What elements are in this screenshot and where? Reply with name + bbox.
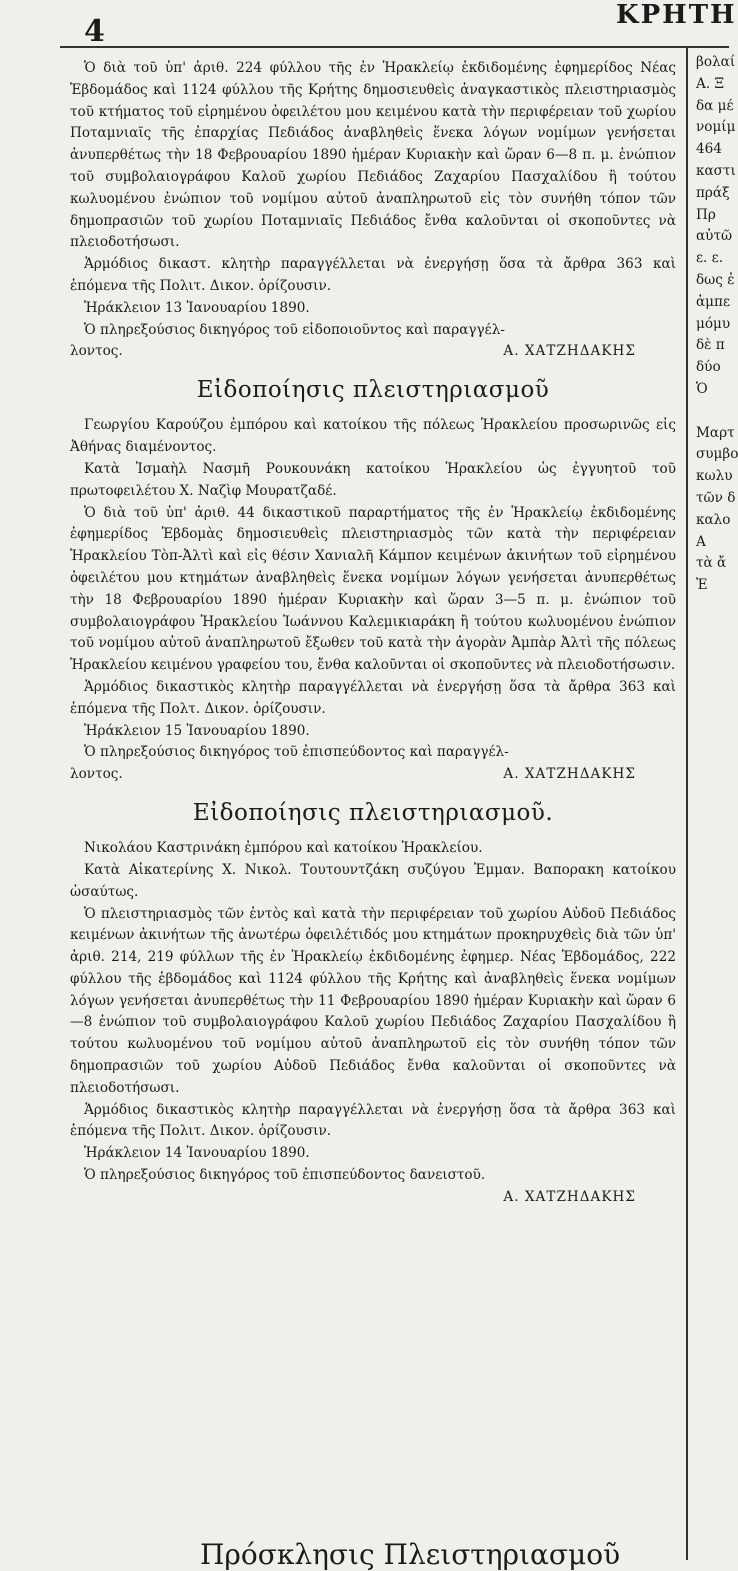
side-fragment: τῶν δ — [696, 489, 736, 506]
notice-3-body: Ὁ πλειστηριασμὸς τῶν ἐντὸς καὶ κατὰ τὴν περιφέρειαν τοῦ χωρίου Αὐδοῦ Πεδιάδος κειμένων ἀκινήτων τῆς ἀνωτέρω ὀφειλέτιδός μου κτημάτων προκηρυχθεὶς διὰ τῶν ὑπ' ἀριθ. 214, 219 φύλλων τῆς ἐν Ἡρακλείῳ ἐκδιδομένης ἐφημερ. Νέας Ἑβδομάδος, 222 φύλλου τῆς ἑβδομάδος καὶ 1124 φύλλου τῆς Κρήτης καὶ ἀναβληθεὶς ἕνεκα νομίμων λόγων γενήσεται ἀνυπερθέτως τὴν 11 Φεβρουαρίου 1890 ἡμέραν Κυριακὴν καὶ ὥραν 6—8 ἐνώπιον τοῦ συμβολαιογράφου Καλοῦ χωρίου Πεδιάδος Ζαχαρίου Πασχαλίδου ἢ τούτου κωλυομένου τοῦ νομίμου αὐτοῦ ἀναπληρωτοῦ εἰς τὸν συνήθη τόπον τῶν δημοπρασιῶν τοῦ χωρίου Αὐδοῦ Πεδιάδος ἔνθα καλοῦνται οἱ σκοποῦντες νὰ πλειοδοτήσωσι. — [70, 905, 676, 1096]
side-fragment: συμβο — [696, 446, 738, 463]
side-fragment — [696, 401, 730, 423]
notice-1-bailiff: Ἁρμόδιος δικαστ. κλητὴρ παραγγέλλεται νὰ ἐνεργήσῃ ὅσα τὰ ἄρθρα 363 καὶ ἑπόμενα τῆς Πολιτ. Δικον. ὁρίζουσιν. — [70, 256, 676, 294]
column-rule — [686, 48, 688, 1560]
side-fragment: Α — [696, 533, 706, 550]
notice-2-heading: Εἰδοποίησις πλειστηριασμοῦ — [196, 377, 550, 404]
notice-1 — [70, 58, 676, 363]
side-fragment: βολαί — [696, 54, 736, 70]
notice-3-creditor: Νικολάου Καστρινάκη ἐμπόρου καὶ κατοίκου Ἡρακλείου. — [84, 840, 483, 857]
notice-3-debtor: Κατὰ Αἰκατερίνης Χ. Νικολ. Τουτουντζάκη συζύγου Ἐμμαν. Βαπορακη κατοίκου ὡσαύτως. — [70, 861, 676, 900]
adjacent-column-fragments — [696, 52, 738, 597]
notice-2-creditor: Γεωργίου Καρούζου ἐμπόρου καὶ κατοίκου τῆς πόλεως Ἡρακλείου προσωρινῶς εἰς Ἀθήνας διαμένοντος. — [70, 417, 676, 456]
signature-lead: λοντος. — [70, 766, 123, 783]
newspaper-masthead: ΚΡΗΤΗ — [616, 0, 737, 30]
notice-2-debtor: Κατὰ Ἰσμαὴλ Νασμῆ Ρουκουνάκη κατοίκου Ἡρακλείου ὡς ἐγγυητοῦ τοῦ πρωτοφειλέτου Χ. Ναζὶφ Μουρατζαδέ. — [70, 460, 676, 499]
signature-name: Α. ΧΑΤΖΗΔΑΚΗΣ — [503, 766, 636, 783]
signature-name: Α. ΧΑΤΖΗΔΑΚΗΣ — [503, 343, 636, 360]
side-fragment: δὲ π — [696, 337, 725, 354]
side-fragment: δως ἐ — [696, 271, 735, 288]
notice-2-date: Ἡράκλειον 15 Ἰανουαρίου 1890. — [84, 722, 310, 739]
notice-3-bailiff: Ἁρμόδιος δικαστικὸς κλητὴρ παραγγέλλεται νὰ ἐνεργήσῃ ὅσα τὰ ἄρθρα 363 καὶ ἑπόμενα τῆς Πολιτ. Δικον. ὁρίζουσιν. — [70, 1101, 676, 1140]
main-column — [70, 58, 676, 1209]
side-fragment: δύο — [696, 359, 721, 376]
side-fragment: καστι — [696, 162, 736, 179]
side-fragment: Ὁ — [696, 380, 708, 397]
side-fragment: ε. ε. — [696, 250, 724, 267]
side-fragment: κωλυ — [696, 468, 733, 485]
next-notice-heading: Πρόσκλησις Πλειστηριασμοῦ — [200, 1538, 621, 1571]
side-fragment: μόμυ — [696, 315, 731, 332]
side-fragment: Μαρτ — [696, 424, 735, 441]
page-number: 4 — [84, 14, 105, 49]
notice-2-signature — [70, 764, 676, 786]
side-fragment: τὰ ἄ — [696, 555, 727, 572]
notice-2-body: Ὁ διὰ τοῦ ὑπ' ἀριθ. 44 δικαστικοῦ παραρτήματος τῆς ἐν Ἡρακλείῳ ἐκδιδομένης ἐφημερίδος Ἑβδομὰς δημοσιευθεὶς πλειστηριασμὸς τῶν κατὰ τὴν περιφέρειαν Ἡρακλείου Τὸπ-Ἀλτὶ καὶ εἰς θέσιν Χανιαλῆ Κάμπον κειμένων ἀκινήτων τοῦ εἰρημένου ὀφειλέτου μου κτημάτων ἀναβληθεὶς ἕνεκα νομίμων λόγων γενήσεται ἀνυπερθέτως τὴν 18 Φεβρουαρίου 1890 ἡμέραν Κυριακὴν καὶ ὥραν 3—5 π. μ. ἐνώπιον τοῦ συμβολαιογράφου Ἡρακλείου Ἰωάννου Καλεμικιαράκη ἢ τούτου κωλυομένου ἐνώπιον τοῦ νομίμου αὐτοῦ ἀναπληρωτοῦ ἔξωθεν τοῦ κατὰ τὴν ἀγορὰν Ἀμπὰρ Ἀλτὶ τῆς πόλεως Ἡρακλείου κειμένου γραφείου του, ἔνθα καλοῦνται οἱ σκοποῦντες νὰ πλειοδοτήσωσιν. — [70, 504, 676, 674]
notice-2-bailiff: Ἁρμόδιος δικαστικὸς κλητὴρ παραγγέλλεται νὰ ἐνεργήσῃ ὅσα τὰ ἄρθρα 363 καὶ ἑπόμενα τῆς Πολτ. Δικον. ὁρίζουσιν. — [70, 678, 676, 717]
side-fragment: Πρ — [696, 206, 716, 223]
notice-3 — [70, 798, 676, 1209]
notice-1-date: Ἡράκλειον 13 Ἰανουαρίου 1890. — [84, 299, 310, 316]
side-fragment: δα μέ — [696, 97, 734, 114]
side-fragment: Ἐ — [696, 577, 708, 594]
side-fragment: Α. Ξ — [696, 75, 725, 92]
side-fragment: αὐτῶ — [696, 228, 733, 245]
notice-1-body: Ὁ διὰ τοῦ ὑπ' ἀριθ. 224 φύλλου τῆς ἐν Ἡρακλείῳ ἐκδιδομένης ἐφημερίδος Νέας Ἑβδομάδος καὶ 1124 φύλλου τῆς Κρήτης δημοσιευθεὶς ἀναγκαστικὸς πλειστηριασμὸς τοῦ κτήματος τοῦ εἰρημένου ὀφειλέτου μου κειμένου κατὰ τὴν περιφέρειαν τοῦ χωρίου Ποταμνιαῖς τῆς ἐπαρχίας Πεδιάδος ἀναβληθεὶς ἕνεκα λόγων νομίμων γενήσεται ἀνυπερθέτως τὴν 18 Φεβρουαρίου 1890 ἡμέραν Κυριακὴν καὶ ὥραν 6—8 π. μ. ἐνώπιον τοῦ συμβολαιογράφου Καλοῦ χωρίου Πεδιάδος Ζαχαρίου Πασχαλίδου ἢ τούτου κωλυομένου ἐνώπιον τοῦ νομίμου αὐτοῦ ἀναπληρωτοῦ εἰς τὸν συνήθη τόπον τῶν δημοπρασιῶν τοῦ χωρίου Ποταμνιαῖς Πεδιάδος ἔνθα καλοῦνται οἱ σκοποῦντες νὰ πλειοδοτήσωσι. — [70, 60, 676, 251]
notice-3-date: Ἡράκλειον 14 Ἰανουαρίου 1890. — [84, 1145, 310, 1162]
side-fragment: νομίμ — [696, 119, 736, 136]
side-fragment: καλο — [696, 511, 731, 528]
side-fragment: πράξ — [696, 184, 730, 201]
notice-3-heading: Εἰδοποίησις πλειστηριασμοῦ. — [192, 800, 554, 827]
top-rule — [60, 46, 729, 48]
notice-1-signature — [70, 341, 676, 363]
signature-lead: λοντος. — [70, 343, 123, 360]
signature-name: Α. ΧΑΤΖΗΔΑΚΗΣ — [503, 1188, 636, 1205]
notice-2-attorney: Ὁ πληρεξούσιος δικηγόρος τοῦ ἐπισπεύδοντος καὶ παραγγέλ- — [84, 744, 509, 761]
side-fragment: 464 — [696, 141, 722, 158]
notice-2 — [70, 375, 676, 786]
notice-3-signature — [70, 1187, 676, 1209]
notice-3-attorney: Ὁ πληρεξούσιος δικηγόρος τοῦ ἐπισπεύδοντος δανειστοῦ. — [84, 1167, 486, 1184]
side-fragment: ἀμπε — [696, 293, 730, 310]
notice-1-attorney: Ὁ πληρεξούσιος δικηγόρος τοῦ εἰδοποιοῦντος καὶ παραγγέλ- — [84, 321, 505, 338]
